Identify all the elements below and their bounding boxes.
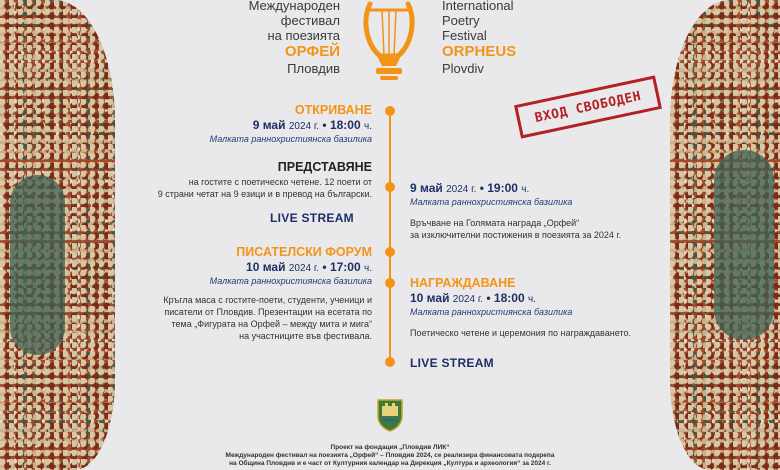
header-bg-city: Пловдив (287, 61, 340, 76)
event-opening (140, 103, 372, 144)
footer-line2: Международен фестивал на поезията „Орфей“ – Пловдив 2024, се реализира финансовата подкрепа (225, 452, 555, 459)
mosaic-border-left (0, 0, 115, 470)
opening-title: ОТКРИВАНЕ (294, 103, 372, 117)
presentation-line1: на гостите с поетическо четене. 12 поети от (188, 177, 372, 187)
header-bg-line3: на поезията (267, 28, 340, 43)
header-en-line3: Festival (442, 28, 487, 43)
forum-venue: Малката раннохристиянска базилика (209, 276, 372, 286)
lyre-icon (360, 0, 418, 84)
footer-line1: Проект на фондация „Пловдив ЛИК“ (330, 444, 450, 451)
prize-line2: за изключителни постижения в поезията за 2024 г. (410, 230, 622, 240)
forum-title: ПИСАТЕЛСКИ ФОРУМ (236, 245, 372, 259)
event-prize (410, 181, 660, 241)
forum-line2: писатели от Пловдив. Презентации на есетата по (164, 307, 372, 317)
awards-live-stream[interactable]: LIVE STREAM (410, 356, 494, 370)
opening-date: 9 май 2024 г. • 18:00 ч. (252, 118, 372, 132)
presentation-live-stream[interactable]: LIVE STREAM (270, 211, 354, 225)
timeline-line (389, 110, 391, 365)
timeline-dot (385, 278, 395, 288)
forum-line3: тема „Фигурата на Орфей – между мита и мига“ (171, 319, 372, 329)
forum-line1: Кръгла маса с гостите-поети, студенти, ученици и (163, 295, 372, 305)
event-presentation (130, 160, 372, 200)
timeline-dot (385, 182, 395, 192)
footer-line3: на Община Пловдив и е част от Културния календар на Дирекция „Култура и археология“ за 2024 г. (229, 460, 551, 467)
presentation-line2: 9 страни четат на 9 езици и в превод на български. (157, 189, 372, 199)
timeline-dot (385, 106, 395, 116)
forum-date: 10 май 2024 г. • 17:00 ч. (246, 260, 372, 274)
header-en-title: ORPHEUS (442, 43, 517, 60)
header-bg-title: ОРФЕЙ (284, 43, 340, 60)
awards-line1: Поетическо четене и церемония по награждаването. (410, 328, 631, 338)
free-entry-stamp: ВХОД СВОБОДЕН (514, 75, 662, 138)
header-en-line2: Poetry (442, 13, 480, 28)
forum-line4: на участниците във фестивала. (239, 331, 372, 341)
presentation-title: ПРЕДСТАВЯНЕ (277, 160, 372, 174)
header-en-city: Plovdiv (442, 61, 484, 76)
prize-date: 9 май 2024 г. • 19:00 ч. (410, 181, 530, 195)
awards-venue: Малката раннохристиянска базилика (410, 307, 573, 317)
header-bg-line2: фестивал (280, 13, 340, 28)
timeline-dot (385, 247, 395, 257)
mosaic-border-right (670, 0, 780, 470)
prize-line1: Връчване на Голямата награда „Орфей“ (410, 218, 580, 228)
awards-date: 10 май 2024 г. • 18:00 ч. (410, 291, 536, 305)
header-en (442, 0, 582, 76)
opening-venue: Малката раннохристиянска базилика (209, 134, 372, 144)
event-awards (410, 276, 660, 339)
header-bg (200, 0, 340, 76)
plovdiv-crest-icon (376, 398, 404, 432)
footer (170, 444, 610, 468)
header-bg-line1: Международен (248, 0, 340, 13)
event-forum (130, 245, 372, 342)
header-en-line1: International (442, 0, 514, 13)
timeline-dot (385, 357, 395, 367)
awards-title: НАГРАЖДАВАНЕ (410, 276, 516, 290)
prize-venue: Малката раннохристиянска базилика (410, 197, 573, 207)
